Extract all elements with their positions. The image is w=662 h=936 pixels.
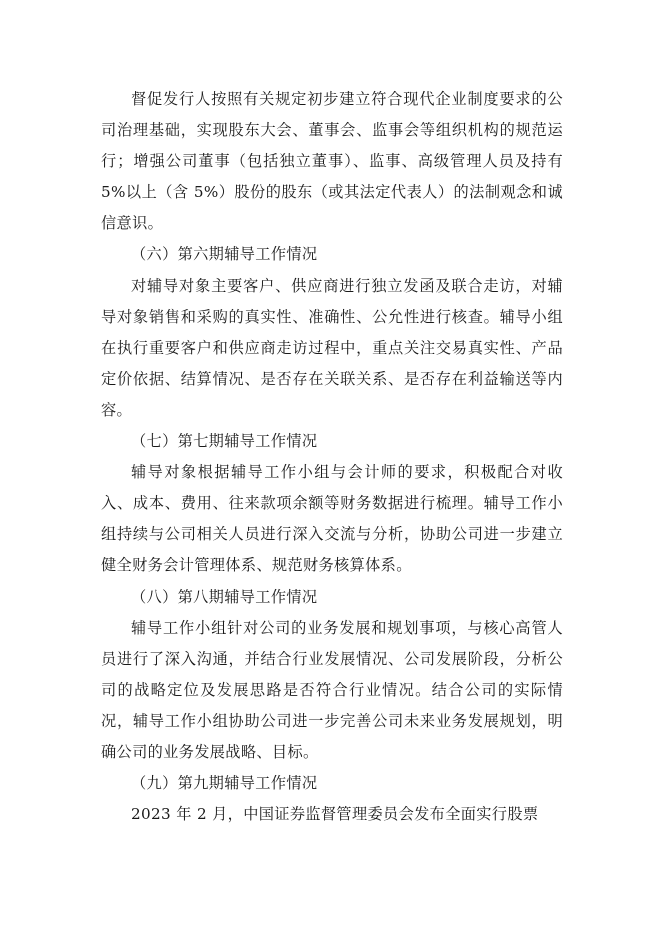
section-heading-phase-6: （六）第六期辅导工作情况 (131, 245, 318, 264)
document-body (101, 84, 563, 830)
paragraph-phase-9: 2023 年 2 月，中国证券监督管理委员会发布全面实行股票 (131, 805, 539, 824)
paragraph-governance: 督促发行人按照有关规定初步建立符合现代企业制度要求的公司治理基础，实现股东大会、董事会、监事会等组织机构的规范运行；增强公司董事（包括独立董事）、监事、高级管理人员及持有 5%以上（含 5%）股份的股东（或其法定代表人）的法制观念和诚信意识。 (101, 90, 563, 233)
section-heading-phase-8: （八）第八期辅导工作情况 (131, 587, 318, 606)
paragraph-phase-8: 辅导工作小组针对公司的业务发展和规划事项，与核心高管人员进行了深入沟通，并结合行业发展情况、公司发展阶段，分析公司的战略定位及发展思路是否符合行业情况。结合公司的实际情况，辅导工作小组协助公司进一步完善公司未来业务发展规划，明确公司的业务发展战略、目标。 (101, 618, 563, 761)
paragraph-phase-6: 对辅导对象主要客户、供应商进行独立发函及联合走访，对辅导对象销售和采购的真实性、准确性、公允性进行核查。辅导小组在执行重要客户和供应商走访过程中，重点关注交易真实性、产品定价依据、结算情况、是否存在关联关系、是否存在利益输送等内容。 (101, 276, 563, 419)
section-heading-phase-7: （七）第七期辅导工作情况 (131, 432, 318, 451)
section-heading-phase-9: （九）第九期辅导工作情况 (131, 774, 318, 793)
paragraph-phase-7: 辅导对象根据辅导工作小组与会计师的要求，积极配合对收入、成本、费用、往来款项余额等财务数据进行梳理。辅导工作小组持续与公司相关人员进行深入交流与分析，协助公司进一步建立健全财务会计管理体系、规范财务核算体系。 (101, 463, 563, 575)
